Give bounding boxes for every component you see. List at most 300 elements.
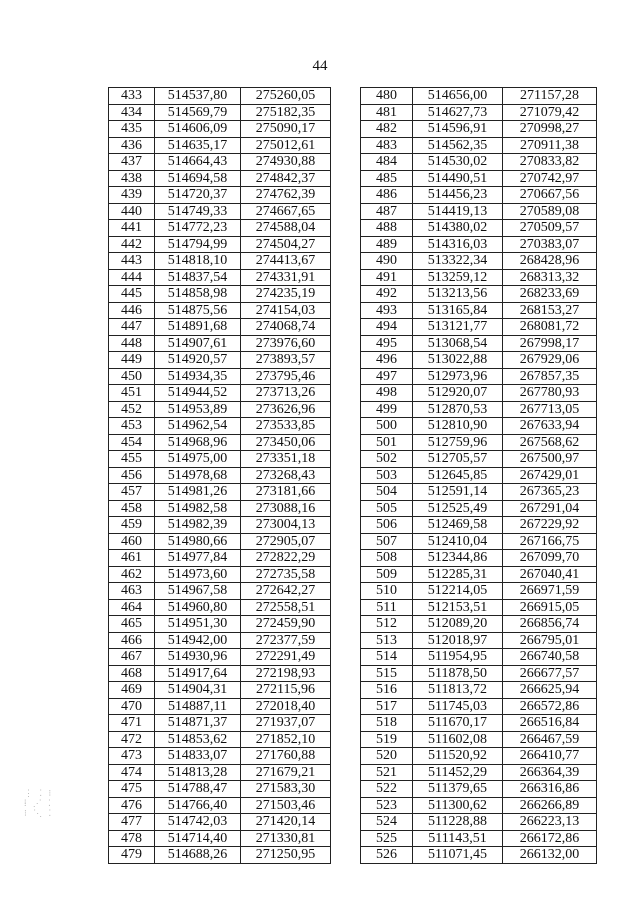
x-coordinate-cell: 511452,29: [413, 764, 503, 781]
y-coordinate-cell: 271250,95: [241, 847, 331, 864]
x-coordinate-cell: 514973,60: [155, 566, 241, 583]
point-number-cell: 450: [109, 368, 155, 385]
point-number-cell: 518: [361, 715, 413, 732]
point-number-cell: 454: [109, 434, 155, 451]
x-coordinate-cell: 514316,03: [413, 236, 503, 253]
x-coordinate-cell: 511143,51: [413, 830, 503, 847]
table-row: [361, 385, 597, 402]
table-row: [109, 302, 331, 319]
table-row: [109, 121, 331, 138]
point-number-cell: 520: [361, 748, 413, 765]
y-coordinate-cell: 274331,91: [241, 269, 331, 286]
point-number-cell: 435: [109, 121, 155, 138]
y-coordinate-cell: 267857,35: [503, 368, 597, 385]
point-number-cell: 500: [361, 418, 413, 435]
table-row: [361, 451, 597, 468]
point-number-cell: 460: [109, 533, 155, 550]
x-coordinate-cell: 514380,02: [413, 220, 503, 237]
x-coordinate-cell: 514818,10: [155, 253, 241, 270]
point-number-cell: 445: [109, 286, 155, 303]
table-row: [109, 170, 331, 187]
point-number-cell: 463: [109, 583, 155, 600]
x-coordinate-cell: 514419,13: [413, 203, 503, 220]
table-row: [361, 500, 597, 517]
x-coordinate-cell: 512089,20: [413, 616, 503, 633]
table-row: [109, 335, 331, 352]
x-coordinate-cell: 514967,58: [155, 583, 241, 600]
x-coordinate-cell: 514934,35: [155, 368, 241, 385]
y-coordinate-cell: 271852,10: [241, 731, 331, 748]
x-coordinate-cell: 514766,40: [155, 797, 241, 814]
table-row: [109, 533, 331, 550]
point-number-cell: 480: [361, 88, 413, 105]
y-coordinate-cell: 273004,13: [241, 517, 331, 534]
x-coordinate-cell: 513213,56: [413, 286, 503, 303]
x-coordinate-cell: 511878,50: [413, 665, 503, 682]
table-row: [361, 236, 597, 253]
table-row: [109, 616, 331, 633]
table-row: [109, 599, 331, 616]
x-coordinate-cell: 514853,62: [155, 731, 241, 748]
table-row: [109, 764, 331, 781]
point-number-cell: 441: [109, 220, 155, 237]
x-coordinate-cell: 514858,98: [155, 286, 241, 303]
point-number-cell: 498: [361, 385, 413, 402]
table-row: [361, 335, 597, 352]
y-coordinate-cell: 272905,07: [241, 533, 331, 550]
point-number-cell: 512: [361, 616, 413, 633]
table-row: [109, 352, 331, 369]
x-coordinate-cell: 514930,96: [155, 649, 241, 666]
point-number-cell: 515: [361, 665, 413, 682]
point-number-cell: 516: [361, 682, 413, 699]
y-coordinate-cell: 267040,41: [503, 566, 597, 583]
x-coordinate-cell: 512810,90: [413, 418, 503, 435]
y-coordinate-cell: 266572,86: [503, 698, 597, 715]
point-number-cell: 510: [361, 583, 413, 600]
table-row: [109, 830, 331, 847]
x-coordinate-cell: 512920,07: [413, 385, 503, 402]
coordinates-table-right: [360, 87, 597, 864]
x-coordinate-cell: 513022,88: [413, 352, 503, 369]
x-coordinate-cell: 514944,52: [155, 385, 241, 402]
y-coordinate-cell: 273088,16: [241, 500, 331, 517]
point-number-cell: 509: [361, 566, 413, 583]
x-coordinate-cell: 514920,57: [155, 352, 241, 369]
y-coordinate-cell: 267633,94: [503, 418, 597, 435]
y-coordinate-cell: 273181,66: [241, 484, 331, 501]
point-number-cell: 503: [361, 467, 413, 484]
x-coordinate-cell: 514871,37: [155, 715, 241, 732]
y-coordinate-cell: 266795,01: [503, 632, 597, 649]
x-coordinate-cell: 512410,04: [413, 533, 503, 550]
y-coordinate-cell: 274667,65: [241, 203, 331, 220]
y-coordinate-cell: 266856,74: [503, 616, 597, 633]
y-coordinate-cell: 271503,46: [241, 797, 331, 814]
y-coordinate-cell: 273795,46: [241, 368, 331, 385]
x-coordinate-cell: 514772,23: [155, 220, 241, 237]
coordinates-table-left: [108, 87, 331, 864]
point-number-cell: 501: [361, 434, 413, 451]
x-coordinate-cell: 514981,26: [155, 484, 241, 501]
y-coordinate-cell: 266132,00: [503, 847, 597, 864]
table-row: [109, 847, 331, 864]
point-number-cell: 434: [109, 104, 155, 121]
x-coordinate-cell: 514917,64: [155, 665, 241, 682]
x-coordinate-cell: 511602,08: [413, 731, 503, 748]
x-coordinate-cell: 512214,05: [413, 583, 503, 600]
x-coordinate-cell: 511228,88: [413, 814, 503, 831]
table-row: [361, 203, 597, 220]
x-coordinate-cell: 514537,80: [155, 88, 241, 105]
point-number-cell: 491: [361, 269, 413, 286]
coordinates-table-right-body: [361, 88, 597, 864]
point-number-cell: 483: [361, 137, 413, 154]
x-coordinate-cell: 512591,14: [413, 484, 503, 501]
table-row: [361, 764, 597, 781]
y-coordinate-cell: 272198,93: [241, 665, 331, 682]
x-coordinate-cell: 514490,51: [413, 170, 503, 187]
y-coordinate-cell: 266172,86: [503, 830, 597, 847]
table-row: [109, 517, 331, 534]
point-number-cell: 485: [361, 170, 413, 187]
x-coordinate-cell: 514977,84: [155, 550, 241, 567]
point-number-cell: 524: [361, 814, 413, 831]
x-coordinate-cell: 514975,00: [155, 451, 241, 468]
y-coordinate-cell: 273893,57: [241, 352, 331, 369]
y-coordinate-cell: 266266,89: [503, 797, 597, 814]
point-number-cell: 440: [109, 203, 155, 220]
point-number-cell: 458: [109, 500, 155, 517]
y-coordinate-cell: 272291,49: [241, 649, 331, 666]
table-row: [109, 566, 331, 583]
table-row: [361, 632, 597, 649]
table-row: [361, 137, 597, 154]
x-coordinate-cell: 512973,96: [413, 368, 503, 385]
table-row: [361, 599, 597, 616]
x-coordinate-cell: 514951,30: [155, 616, 241, 633]
point-number-cell: 464: [109, 599, 155, 616]
y-coordinate-cell: 273351,18: [241, 451, 331, 468]
y-coordinate-cell: 272735,58: [241, 566, 331, 583]
x-coordinate-cell: 514656,00: [413, 88, 503, 105]
table-row: [109, 203, 331, 220]
x-coordinate-cell: 511300,62: [413, 797, 503, 814]
point-number-cell: 442: [109, 236, 155, 253]
y-coordinate-cell: 270998,27: [503, 121, 597, 138]
x-coordinate-cell: 514980,66: [155, 533, 241, 550]
point-number-cell: 437: [109, 154, 155, 171]
page-number: 44: [312, 58, 328, 74]
x-coordinate-cell: 513165,84: [413, 302, 503, 319]
y-coordinate-cell: 272377,59: [241, 632, 331, 649]
table-row: [361, 187, 597, 204]
y-coordinate-cell: 270509,57: [503, 220, 597, 237]
y-coordinate-cell: 274842,37: [241, 170, 331, 187]
point-number-cell: 497: [361, 368, 413, 385]
y-coordinate-cell: 270383,07: [503, 236, 597, 253]
point-number-cell: 444: [109, 269, 155, 286]
x-coordinate-cell: 512525,49: [413, 500, 503, 517]
table-row: [361, 286, 597, 303]
table-row: [109, 814, 331, 831]
point-number-cell: 452: [109, 401, 155, 418]
point-number-cell: 436: [109, 137, 155, 154]
table-row: [109, 682, 331, 699]
point-number-cell: 490: [361, 253, 413, 270]
table-row: [109, 500, 331, 517]
x-coordinate-cell: 512645,85: [413, 467, 503, 484]
point-number-cell: 514: [361, 649, 413, 666]
x-coordinate-cell: 512153,51: [413, 599, 503, 616]
x-coordinate-cell: 514742,03: [155, 814, 241, 831]
x-coordinate-cell: 514456,23: [413, 187, 503, 204]
point-number-cell: 459: [109, 517, 155, 534]
point-number-cell: 469: [109, 682, 155, 699]
y-coordinate-cell: 266467,59: [503, 731, 597, 748]
x-coordinate-cell: 514688,26: [155, 847, 241, 864]
table-row: [109, 286, 331, 303]
table-row: [109, 104, 331, 121]
y-coordinate-cell: 273976,60: [241, 335, 331, 352]
y-coordinate-cell: 273626,96: [241, 401, 331, 418]
x-coordinate-cell: 514813,28: [155, 764, 241, 781]
x-coordinate-cell: 511670,17: [413, 715, 503, 732]
y-coordinate-cell: 267568,62: [503, 434, 597, 451]
point-number-cell: 505: [361, 500, 413, 517]
point-number-cell: 449: [109, 352, 155, 369]
y-coordinate-cell: 266677,57: [503, 665, 597, 682]
y-coordinate-cell: 270742,97: [503, 170, 597, 187]
table-row: [361, 830, 597, 847]
point-number-cell: 526: [361, 847, 413, 864]
y-coordinate-cell: 268233,69: [503, 286, 597, 303]
point-number-cell: 478: [109, 830, 155, 847]
y-coordinate-cell: 272822,29: [241, 550, 331, 567]
x-coordinate-cell: 514875,56: [155, 302, 241, 319]
x-coordinate-cell: 512870,53: [413, 401, 503, 418]
x-coordinate-cell: 514968,96: [155, 434, 241, 451]
x-coordinate-cell: 511071,45: [413, 847, 503, 864]
table-row: [361, 533, 597, 550]
y-coordinate-cell: 271937,07: [241, 715, 331, 732]
x-coordinate-cell: 514749,33: [155, 203, 241, 220]
table-row: [361, 170, 597, 187]
table-row: [109, 632, 331, 649]
table-row: [109, 451, 331, 468]
x-coordinate-cell: 511379,65: [413, 781, 503, 798]
point-number-cell: 470: [109, 698, 155, 715]
point-number-cell: 448: [109, 335, 155, 352]
point-number-cell: 439: [109, 187, 155, 204]
table-row: [109, 368, 331, 385]
y-coordinate-cell: 266915,05: [503, 599, 597, 616]
table-row: [361, 517, 597, 534]
table-row: [109, 484, 331, 501]
y-coordinate-cell: 270911,38: [503, 137, 597, 154]
x-coordinate-cell: 514953,89: [155, 401, 241, 418]
y-coordinate-cell: 266625,94: [503, 682, 597, 699]
y-coordinate-cell: 267500,97: [503, 451, 597, 468]
point-number-cell: 471: [109, 715, 155, 732]
point-number-cell: 468: [109, 665, 155, 682]
y-coordinate-cell: 274762,39: [241, 187, 331, 204]
x-coordinate-cell: 514962,54: [155, 418, 241, 435]
point-number-cell: 456: [109, 467, 155, 484]
table-row: [109, 715, 331, 732]
table-row: [361, 550, 597, 567]
table-row: [361, 253, 597, 270]
table-row: [361, 814, 597, 831]
x-coordinate-cell: 514837,54: [155, 269, 241, 286]
x-coordinate-cell: 512285,31: [413, 566, 503, 583]
point-number-cell: 487: [361, 203, 413, 220]
x-coordinate-cell: 511745,03: [413, 698, 503, 715]
x-coordinate-cell: 514596,91: [413, 121, 503, 138]
x-coordinate-cell: 514720,37: [155, 187, 241, 204]
point-number-cell: 489: [361, 236, 413, 253]
y-coordinate-cell: 274588,04: [241, 220, 331, 237]
x-coordinate-cell: 514569,79: [155, 104, 241, 121]
x-coordinate-cell: 514978,68: [155, 467, 241, 484]
table-row: [361, 319, 597, 336]
point-number-cell: 493: [361, 302, 413, 319]
table-row: [109, 319, 331, 336]
x-coordinate-cell: 512759,96: [413, 434, 503, 451]
point-number-cell: 517: [361, 698, 413, 715]
x-coordinate-cell: 514606,09: [155, 121, 241, 138]
table-row: [109, 88, 331, 105]
x-coordinate-cell: 514714,40: [155, 830, 241, 847]
point-number-cell: 502: [361, 451, 413, 468]
table-row: [361, 368, 597, 385]
point-number-cell: 433: [109, 88, 155, 105]
y-coordinate-cell: 271679,21: [241, 764, 331, 781]
table-row: [109, 253, 331, 270]
point-number-cell: 443: [109, 253, 155, 270]
point-number-cell: 467: [109, 649, 155, 666]
y-coordinate-cell: 268428,96: [503, 253, 597, 270]
x-coordinate-cell: 514788,47: [155, 781, 241, 798]
x-coordinate-cell: 514907,61: [155, 335, 241, 352]
x-coordinate-cell: 514887,11: [155, 698, 241, 715]
y-coordinate-cell: 267166,75: [503, 533, 597, 550]
point-number-cell: 504: [361, 484, 413, 501]
x-coordinate-cell: 514635,17: [155, 137, 241, 154]
point-number-cell: 521: [361, 764, 413, 781]
table-row: [361, 401, 597, 418]
x-coordinate-cell: 512469,58: [413, 517, 503, 534]
point-number-cell: 479: [109, 847, 155, 864]
table-row: [361, 434, 597, 451]
table-row: [361, 698, 597, 715]
point-number-cell: 453: [109, 418, 155, 435]
table-row: [361, 731, 597, 748]
x-coordinate-cell: 514833,07: [155, 748, 241, 765]
table-row: [109, 649, 331, 666]
y-coordinate-cell: 273450,06: [241, 434, 331, 451]
table-row: [109, 550, 331, 567]
table-row: [361, 154, 597, 171]
y-coordinate-cell: 268081,72: [503, 319, 597, 336]
point-number-cell: 457: [109, 484, 155, 501]
point-number-cell: 525: [361, 830, 413, 847]
y-coordinate-cell: 266364,39: [503, 764, 597, 781]
table-row: [361, 121, 597, 138]
point-number-cell: 446: [109, 302, 155, 319]
table-row: [361, 748, 597, 765]
x-coordinate-cell: 512344,86: [413, 550, 503, 567]
y-coordinate-cell: 272459,90: [241, 616, 331, 633]
x-coordinate-cell: 514982,58: [155, 500, 241, 517]
table-row: [361, 797, 597, 814]
table-row: [361, 418, 597, 435]
x-coordinate-cell: 514664,43: [155, 154, 241, 171]
y-coordinate-cell: 267229,92: [503, 517, 597, 534]
point-number-cell: 477: [109, 814, 155, 831]
x-coordinate-cell: 514982,39: [155, 517, 241, 534]
y-coordinate-cell: 268153,27: [503, 302, 597, 319]
table-row: [109, 748, 331, 765]
x-coordinate-cell: 511954,95: [413, 649, 503, 666]
table-row: [361, 781, 597, 798]
table-row: [109, 385, 331, 402]
table-row: [109, 467, 331, 484]
x-coordinate-cell: 511813,72: [413, 682, 503, 699]
y-coordinate-cell: 275090,17: [241, 121, 331, 138]
y-coordinate-cell: 274504,27: [241, 236, 331, 253]
x-coordinate-cell: 514960,80: [155, 599, 241, 616]
y-coordinate-cell: 266740,58: [503, 649, 597, 666]
table-row: [109, 137, 331, 154]
table-row: [109, 220, 331, 237]
x-coordinate-cell: 513322,34: [413, 253, 503, 270]
point-number-cell: 506: [361, 517, 413, 534]
point-number-cell: 462: [109, 566, 155, 583]
y-coordinate-cell: 267429,01: [503, 467, 597, 484]
point-number-cell: 484: [361, 154, 413, 171]
point-number-cell: 472: [109, 731, 155, 748]
point-number-cell: 513: [361, 632, 413, 649]
y-coordinate-cell: 273713,26: [241, 385, 331, 402]
y-coordinate-cell: 266516,84: [503, 715, 597, 732]
table-row: [109, 269, 331, 286]
point-number-cell: 519: [361, 731, 413, 748]
table-row: [109, 698, 331, 715]
x-coordinate-cell: 514904,31: [155, 682, 241, 699]
y-coordinate-cell: 273268,43: [241, 467, 331, 484]
y-coordinate-cell: 267291,04: [503, 500, 597, 517]
y-coordinate-cell: 267929,06: [503, 352, 597, 369]
y-coordinate-cell: 272115,96: [241, 682, 331, 699]
point-number-cell: 438: [109, 170, 155, 187]
y-coordinate-cell: 267780,93: [503, 385, 597, 402]
table-row: [109, 401, 331, 418]
table-row: [361, 269, 597, 286]
y-coordinate-cell: 267099,70: [503, 550, 597, 567]
x-coordinate-cell: 513259,12: [413, 269, 503, 286]
table-row: [361, 715, 597, 732]
x-coordinate-cell: 514891,68: [155, 319, 241, 336]
x-coordinate-cell: 514694,58: [155, 170, 241, 187]
point-number-cell: 508: [361, 550, 413, 567]
y-coordinate-cell: 267998,17: [503, 335, 597, 352]
x-coordinate-cell: 513121,77: [413, 319, 503, 336]
point-number-cell: 495: [361, 335, 413, 352]
point-number-cell: 499: [361, 401, 413, 418]
y-coordinate-cell: 275182,35: [241, 104, 331, 121]
table-row: [361, 220, 597, 237]
